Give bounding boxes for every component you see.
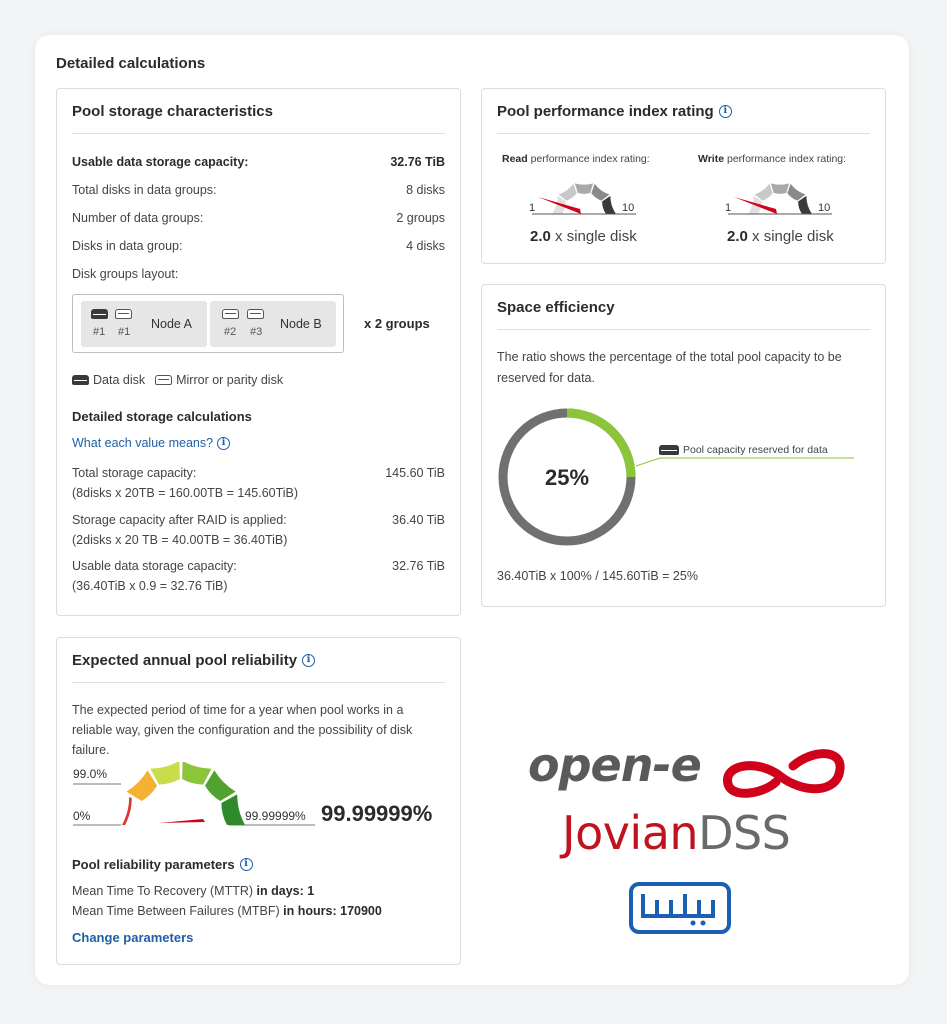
space-formula: 36.40TiB x 100% / 145.60TiB = 25% [497, 569, 698, 583]
what-values-link[interactable]: What each value means? [72, 436, 214, 450]
gauge-segment [798, 196, 812, 214]
disk-number: #3 [250, 326, 263, 338]
mirror-disk-icon [247, 309, 264, 319]
calc-label: Storage capacity after RAID is applied: [72, 513, 287, 527]
row-value: 4 disks [406, 239, 445, 253]
data-disk-icon [72, 375, 89, 385]
row-value: 8 disks [406, 183, 445, 197]
gauge-segment [591, 184, 609, 201]
detailed-calcs-title: Detailed storage calculations [72, 409, 252, 424]
divider [497, 329, 870, 330]
read-gauge-label: Read performance index rating: [502, 153, 650, 165]
pool-storage-title: Pool storage characteristics [72, 103, 273, 120]
data-disk-icon [91, 309, 108, 319]
calc-formula: (8disks x 20TB = 160.00TB = 145.60TiB) [72, 486, 299, 500]
calc-formula: (36.40TiB x 0.9 = 32.76 TiB) [72, 579, 228, 593]
info-icon[interactable]: i [302, 654, 315, 667]
calc-value: 32.76 TiB [392, 559, 445, 573]
info-icon[interactable]: i [240, 858, 253, 871]
calc-value: 36.40 TiB [392, 513, 445, 527]
change-parameters-link[interactable]: Change parameters [72, 930, 194, 945]
row-label: Total disks in data groups: [72, 183, 217, 197]
page-title: Detailed calculations [56, 55, 206, 72]
layout-label: Disk groups layout: [72, 267, 179, 281]
gauge-segment [150, 762, 179, 785]
product-name-a: Jovian [562, 806, 699, 860]
gauge-segment [755, 184, 773, 201]
gauge-min-label: 1 [725, 202, 732, 214]
disk-number: #1 [118, 326, 131, 338]
write-gauge-label: Write performance index rating: [698, 153, 847, 165]
node-a-label: Node A [151, 317, 193, 331]
what-values-link-wrap [72, 436, 230, 450]
space-efficiency-title: Space efficiency [497, 299, 615, 316]
reliability-gauge [69, 762, 329, 832]
gauge-max-label: 99.99999% [245, 809, 306, 823]
gauge-max-label: 10 [622, 202, 635, 214]
groups-count: x 2 groups [364, 316, 430, 331]
pool-storage-card [56, 88, 461, 616]
divider [72, 133, 445, 134]
gauge-segment [122, 797, 132, 825]
data-disk-icon [659, 445, 679, 455]
donut-percent: 25% [544, 465, 590, 490]
row-label: Disks in data group: [72, 239, 183, 253]
write-rating-value: 2.0 x single disk [727, 228, 834, 245]
total-disks-row [72, 183, 445, 197]
info-icon[interactable]: i [217, 437, 230, 450]
calc-total-row [72, 466, 445, 480]
mtbf-row: Mean Time Between Failures (MTBF) in hours: 170900 [72, 904, 382, 918]
gauge-segment [221, 794, 245, 825]
disk-number: #2 [224, 326, 237, 338]
gauge-min-label: 0% [73, 809, 91, 823]
reseller-badge [629, 882, 731, 934]
product-name-b: DSS [698, 806, 791, 860]
reliability-value: 99.99999% [321, 801, 433, 826]
reliability-description: The expected period of time for a year when pool works in a reliable way, given the configuration and the possibility of disk failure. [72, 703, 413, 757]
read-rating-value: 2.0 x single disk [530, 228, 637, 245]
calc-usable-row [72, 559, 445, 573]
performance-card [481, 88, 886, 264]
mirror-disk-icon [115, 309, 132, 319]
gauge-segment [205, 770, 236, 801]
legend-data-label: Data disk [93, 373, 146, 387]
read-gauge [524, 169, 644, 219]
mirror-disk-icon [222, 309, 239, 319]
node-a-box [81, 301, 207, 347]
reliability-card [56, 637, 461, 965]
disks-in-group-row [72, 239, 445, 253]
brand-wordmark: open-e [528, 738, 701, 792]
disk-number: #1 [93, 326, 106, 338]
donut-legend [659, 444, 828, 456]
mirror-disk-icon [155, 375, 172, 385]
reliability-needle [159, 819, 205, 823]
disk-layout-box [72, 294, 344, 353]
write-gauge [720, 169, 840, 219]
calc-raid-row [72, 513, 445, 527]
calc-value: 145.60 TiB [385, 466, 445, 480]
gauge-max-label: 10 [818, 202, 831, 214]
donut-legend-label: Pool capacity reserved for data [683, 444, 828, 456]
gauge-segment [771, 183, 789, 193]
reseller-mark-icon [633, 886, 727, 930]
divider [497, 133, 870, 134]
row-label: Usable data storage capacity: [72, 155, 249, 169]
space-efficiency-card [481, 284, 886, 607]
calc-label: Total storage capacity: [72, 466, 197, 480]
mttr-row: Mean Time To Recovery (MTTR) in days: 1 [72, 884, 315, 898]
gauge-segment [559, 184, 577, 201]
open-e-logo [528, 738, 858, 808]
performance-title: Pool performance index rating i [497, 103, 732, 120]
calc-label: Usable data storage capacity: [72, 559, 237, 573]
data-groups-row [72, 211, 445, 225]
params-title: Pool reliability parameters [72, 857, 235, 872]
legend-mirror-label: Mirror or parity disk [176, 373, 284, 387]
node-b-label: Node B [280, 317, 322, 331]
disk-legend [72, 373, 283, 387]
divider [72, 682, 445, 683]
space-donut [492, 402, 642, 552]
row-label: Number of data groups: [72, 211, 204, 225]
reliability-title: Expected annual pool reliability i [72, 652, 315, 669]
calc-formula: (2disks x 20 TB = 40.00TB = 36.40TiB) [72, 533, 288, 547]
usable-capacity-row [72, 155, 445, 169]
space-description: The ratio shows the percentage of the total pool capacity to be reserved for data. [497, 350, 842, 385]
params-title-wrap [72, 857, 253, 872]
gauge-top-label: 99.0% [73, 767, 108, 781]
gauge-min-label: 1 [529, 202, 536, 214]
node-b-box [210, 301, 336, 347]
gauge-segment [126, 770, 157, 801]
gauge-segment [602, 196, 616, 214]
info-icon[interactable]: i [719, 105, 732, 118]
gauge-segment [787, 184, 805, 201]
jovian-dss-logo [562, 806, 790, 860]
row-value: 2 groups [396, 211, 445, 225]
infinity-icon [718, 744, 848, 804]
gauge-segment [575, 183, 593, 193]
gauge-segment [182, 762, 211, 785]
row-value: 32.76 TiB [390, 155, 445, 169]
